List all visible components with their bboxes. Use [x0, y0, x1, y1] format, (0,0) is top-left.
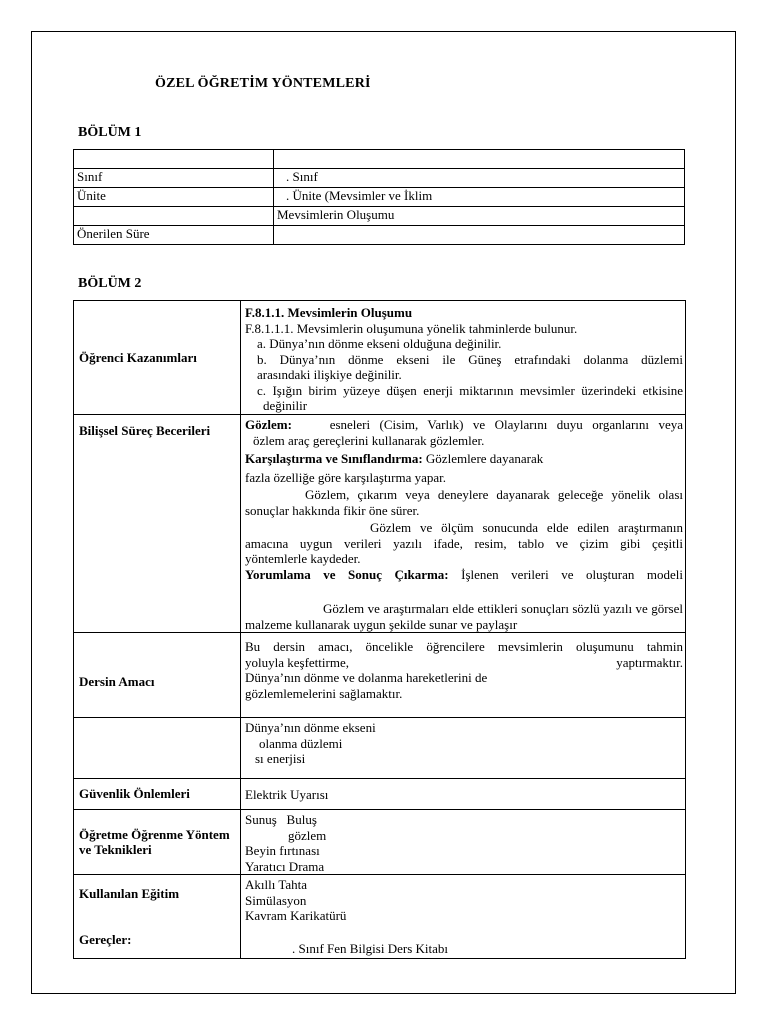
egitim-label: Kullanılan Eğitim — [79, 886, 180, 901]
yontem-item: Sunuş — [245, 812, 277, 827]
row-value — [274, 226, 685, 245]
gozlem-cont: özlem araç gereçlerini kullanarak gözlemler. — [253, 432, 485, 448]
kars-text: Gözlemlere dayanarak — [425, 451, 544, 466]
table-row — [74, 150, 685, 169]
veri-line-3: yöntemlerle kaydeder. — [245, 551, 361, 566]
egitim-label-2: Gereçler: — [79, 932, 132, 947]
row-label: Öğretme Öğrenme Yöntem ve Teknikleri — [74, 810, 241, 875]
table-row — [74, 633, 686, 718]
kazanim-heading: F.8.1.1. Mevsimlerin Oluşumu — [245, 305, 413, 320]
kazanim-item-c-cont: değinilir — [263, 398, 308, 413]
tahmin-cont: sonuçlar hakkında fikir öne sürer. — [245, 502, 420, 518]
table-row — [74, 301, 686, 415]
row-label: Ünite — [74, 188, 274, 207]
tahmin-line: Gözlem, çıkarım veya deneylere dayanarak geleceğe yönelik olası — [305, 487, 683, 502]
row-label: Önerilen Süre — [74, 226, 274, 245]
row-label — [74, 718, 241, 779]
table-row — [74, 718, 686, 779]
egitim-item: . Sınıf Fen Bilgisi Ders Kitabı — [292, 940, 448, 956]
section2-title: BÖLÜM 2 — [78, 276, 142, 291]
iletisim-line: Gözlem ve araştırmaları elde ettikleri sonuçları sözlü yazılı ve görsel — [323, 601, 683, 616]
kazanim-item-c: c. Işığın birim yüzeye düşen enerji miktarının mevsimler üzerindeki etkisine — [257, 382, 683, 398]
yontem-cell — [241, 810, 686, 875]
amac-line-2a: yoluyla keşfettirme, — [245, 654, 349, 670]
amac-line-4: gözlemlemelerini sağlamaktır. — [245, 685, 403, 701]
table-row — [74, 226, 685, 245]
section2-table — [73, 300, 686, 959]
egitim-item: Akıllı Tahta — [245, 877, 308, 892]
row-value — [274, 150, 685, 169]
kavram-item: Dünya’nın dönme ekseni — [245, 720, 376, 735]
kars-label: Karşılaştırma ve Sınıflandırma: — [245, 451, 423, 466]
kavram-item: sı enerjisi — [255, 751, 306, 766]
section1-table — [73, 149, 685, 245]
gozlem-text: esneleri (Cisim, Varlık) ve Olaylarını duyu organlarını veya — [329, 417, 684, 432]
kazanim-item-b: b. Dünya’nın dönme ekseni ile Güneş etrafındaki dolanma düzlemi — [257, 351, 683, 367]
table-row — [74, 188, 685, 207]
row-label: Dersin Amacı — [74, 633, 241, 718]
table-row — [74, 810, 686, 875]
kazanim-item-a: a. Dünya’nın dönme ekseni olduğuna değinilir. — [257, 336, 502, 351]
kazanim-item-b-cont: arasındaki ilişkiye değinilir. — [257, 367, 402, 382]
amac-line: Bu dersin amacı, öncelikle öğrencilere mevsimlerin oluşumunu tahmin — [245, 639, 683, 654]
guvenlik-value: Elektrik Uyarısı — [241, 779, 686, 810]
kazanim-cell — [241, 301, 686, 415]
row-label: Bilişsel Süreç Becerileri — [74, 415, 241, 633]
document-title: ÖZEL ÖĞRETİM YÖNTEMLERİ — [155, 76, 371, 91]
yorum-text: İşlenen verileri ve oluşturan modeli — [461, 566, 683, 582]
table-row — [74, 169, 685, 188]
table-row — [74, 415, 686, 633]
kavramlar-cell — [241, 718, 686, 779]
egitim-item: Kavram Karikatürü — [245, 908, 347, 923]
yorum-label: Yorumlama ve Sonuç Çıkarma: — [245, 566, 449, 582]
veri-line-2: amacına uygun verileri yazılı ifade, resim, tablo ve çizim gibi çeşitli — [245, 535, 683, 551]
row-label — [74, 150, 274, 169]
yontem-item: Beyin fırtınası — [245, 843, 320, 858]
section1-title: BÖLÜM 1 — [78, 125, 142, 140]
amac-cell — [241, 633, 686, 718]
table-row — [74, 779, 686, 810]
table-row — [74, 207, 685, 226]
table-row — [74, 875, 686, 959]
kazanim-line: F.8.1.1.1. Mevsimlerin oluşumuna yönelik tahminlerde bulunur. — [245, 320, 578, 336]
row-value: . Sınıf — [274, 169, 685, 188]
row-value: Mevsimlerin Oluşumu — [274, 207, 685, 226]
yontem-item: gözlem — [288, 827, 327, 843]
yontem-item: Buluş — [286, 812, 317, 827]
iletisim-cont: malzeme kullanarak uygun şekilde sunar ve paylaşır — [245, 616, 518, 632]
amac-line-3: Dünya’nın dönme ve dolanma hareketlerini de — [245, 670, 488, 685]
kars-cont: fazla özelliğe göre karşılaştırma yapar. — [245, 469, 447, 485]
egitim-item: Simülasyon — [245, 892, 307, 908]
amac-line-2b: yaptırmaktır. — [616, 654, 683, 670]
yontem-item: Yaratıcı Drama — [245, 858, 325, 874]
row-label: Öğrenci Kazanımları — [74, 301, 241, 415]
row-label — [74, 207, 274, 226]
row-label: Güvenlik Önlemleri — [74, 779, 241, 810]
gozlem-label: Gözlem: — [245, 417, 292, 432]
row-value: . Ünite (Mevsimler ve İklim — [274, 188, 685, 207]
kavram-item: olanma düzlemi — [259, 735, 343, 751]
veri-line: Gözlem ve ölçüm sonucunda elde edilen araştırmanın — [370, 520, 683, 535]
row-label: Sınıf — [74, 169, 274, 188]
row-label — [74, 875, 241, 959]
bilissel-cell — [241, 415, 686, 633]
egitim-cell — [241, 875, 686, 959]
